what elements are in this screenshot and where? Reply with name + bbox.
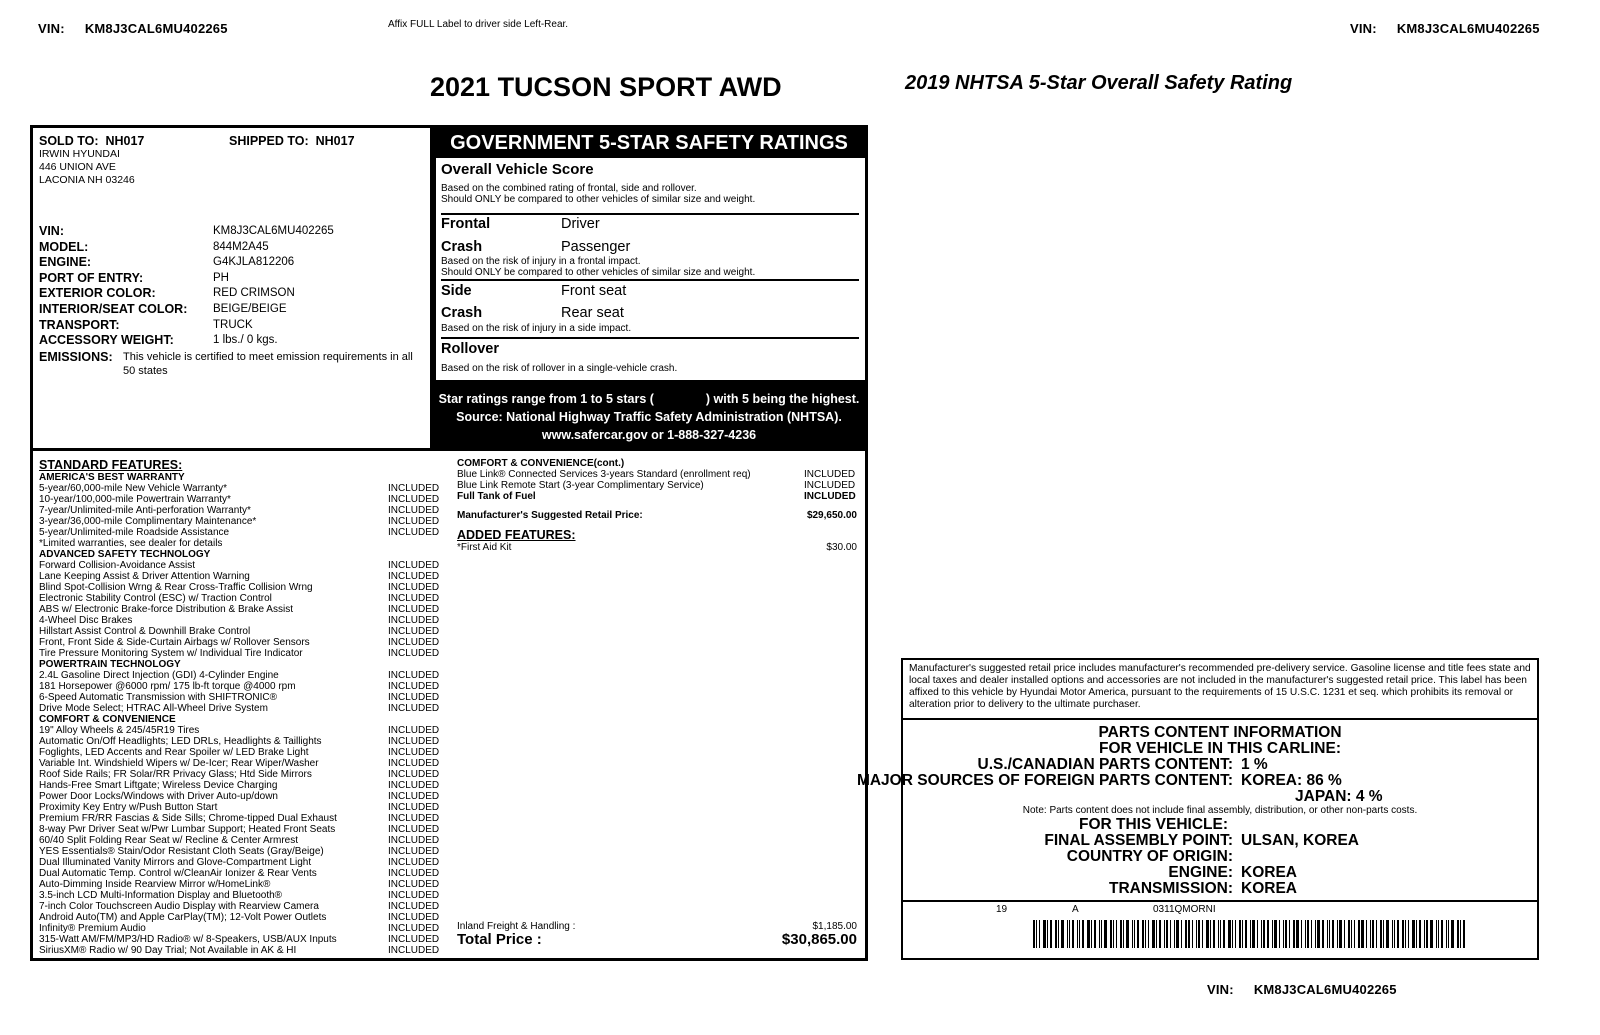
spec-row: [39, 255, 429, 271]
engine-origin: KOREA: [1241, 864, 1297, 881]
feature-row: Front, Front Side & Side-Curtain Airbags w/ Rollover Sensors INCLUDED: [39, 637, 440, 648]
feature-row: Tire Pressure Monitoring System w/ Individual Tire Indicator INCLUDED: [39, 648, 440, 659]
spec-row: [39, 333, 429, 349]
comfort-cont-title: COMFORT & CONVENIENCE(cont.): [457, 458, 625, 469]
top-right-vin: VIN: KM8J3CAL6MU402265: [1350, 21, 1540, 36]
freight-label: Inland Freight & Handling :: [457, 921, 576, 932]
feature-row: 6-Speed Automatic Transmission with SHIFTRONIC® INCLUDED: [39, 692, 440, 703]
disclaimer-text: Manufacturer's suggested retail price includes manufacturer's recommended pre-delivery service. Gasoline license and title fees state and local taxes and dealer installed options and accessories are not included in the manufacturer's suggested retail price. This label has been affixed to this vehicle by Hyundai Motor America, pursuant to the requirements of 15 U.S.C. 1231 et seq. which prohibits its removal or alteration prior to delivery to the ultimate purchaser.: [909, 663, 1531, 710]
spec-row: [39, 224, 429, 240]
added-features-heading: ADDED FEATURES:: [457, 528, 576, 542]
divider: [33, 448, 865, 451]
feature-row: Forward Collision-Avoidance Assist INCLUDED: [39, 560, 440, 571]
feature-row: 7-year/Unlimited-mile Anti-perforation Warranty* INCLUDED: [39, 505, 440, 516]
parts-note: Note: Parts content does not include final assembly, distribution, or other non-parts costs.: [1022, 805, 1418, 816]
emissions: EMISSIONS: This vehicle is certified to meet emission requirements in all 50 states: [39, 350, 413, 377]
bottom-vin-value: KM8J3CAL6MU402265: [1253, 982, 1397, 997]
spec-label: VIN:: [39, 224, 64, 238]
feature-row: 8-way Pwr Driver Seat w/Pwr Lumbar Support; Heated Front Seats INCLUDED: [39, 824, 440, 835]
foreign-japan: JAPAN: 4 %: [1295, 788, 1383, 805]
spec-value: PH: [213, 271, 229, 284]
feature-row: Dual Illuminated Vanity Mirrors and Glove-Compartment Light INCLUDED: [39, 857, 440, 868]
spec-value: G4KJLA812206: [213, 256, 295, 269]
feature-group-title: AMERICA'S BEST WARRANTY: [39, 472, 185, 483]
passenger-label: Passenger: [561, 239, 631, 255]
feature-row: Blind Spot-Collision Wrng & Rear Cross-Traffic Collision Wrng INCLUDED: [39, 582, 440, 593]
assembly-value: ULSAN, KOREA: [1241, 832, 1359, 849]
feature-row: 19" Alloy Wheels & 245/45R19 Tires INCLUDED: [39, 725, 440, 736]
feature-row: *Limited warranties, see dealer for details: [39, 538, 223, 549]
front-seat-label: Front seat: [561, 283, 627, 299]
feature-group-title: POWERTRAIN TECHNOLOGY: [39, 659, 181, 670]
spec-row: [39, 240, 429, 256]
spec-label: PORT OF ENTRY:: [39, 270, 144, 285]
side-label: Side: [441, 283, 472, 299]
crash-label: Crash: [441, 239, 483, 255]
dealer-block: [39, 134, 429, 187]
barcode-code-c: 0311QMORNI: [1153, 904, 1216, 915]
side-note: Based on the risk of injury in a side impact.: [441, 323, 632, 334]
transmission-origin: KOREA: [1241, 880, 1297, 897]
vehicle-title: 2021 TUCSON SPORT AWD: [430, 72, 782, 102]
dealer-street: 446 UNION AVE: [39, 161, 116, 173]
fuel-row: Full Tank of Fuel INCLUDED: [457, 491, 856, 502]
window-sticker: [30, 125, 868, 961]
barcode-code-a: 19: [996, 904, 1008, 915]
feature-row: Infinity® Premium Audio INCLUDED: [39, 923, 440, 934]
feature-row: Roof Side Rails; FR Solar/RR Privacy Glass; Htd Side Mirrors INCLUDED: [39, 769, 440, 780]
bottom-vin: VIN: KM8J3CAL6MU402265: [1207, 982, 1397, 997]
parts-content-box: [856, 718, 1539, 960]
barcode-code-b: A: [1072, 904, 1079, 915]
standard-features-heading: STANDARD FEATURES:: [39, 458, 183, 472]
frontal-note: Based on the risk of injury in a frontal impact. Should ONLY be compared to other vehicles of similar size and weight.: [441, 256, 756, 278]
spec-row: [39, 302, 429, 318]
safety-ratings-heading: GOVERNMENT 5-STAR SAFETY RATINGS: [433, 128, 865, 158]
feature-row: Android Auto(TM) and Apple CarPlay(TM); 12-Volt Power Outlets INCLUDED: [39, 912, 440, 923]
spec-label: TRANSPORT:: [39, 317, 120, 332]
crash-label: Crash: [441, 305, 483, 321]
feature-row: Blue Link Remote Start (3-year Complimentary Service) INCLUDED: [457, 480, 856, 491]
vehicle-specs: [39, 224, 429, 349]
parts-heading: PARTS CONTENT INFORMATION: [1098, 724, 1342, 741]
feature-row: Proximity Key Entry w/Push Button Start INCLUDED: [39, 802, 440, 813]
feature-row: Foglights, LED Accents and Rear Spoiler w/ LED Brake Light INCLUDED: [39, 747, 440, 758]
safety-ratings-panel: [433, 128, 865, 448]
rollover-label: Rollover: [441, 341, 500, 357]
parts-content: PARTS CONTENT INFORMATION FOR VEHICLE IN THIS CARLINE: U.S./CANADIAN PARTS CONTENT: 1 % MAJOR SOURCES OF FOREIGN PARTS CONTENT: KOREA: 86 % JAPAN: 4 % Note: Parts content does not include final assembly, distribution, or other non-parts costs. FOR THIS VEHICLE: FINAL ASSEMBLY POINT: ULSAN, KOREA COUNTRY OF ORIGIN: ENGINE: KOREA TRANSMISSION: KOREA: [903, 725, 1537, 897]
affix-note: Affix FULL Label to driver side Left-Rear.: [388, 19, 569, 30]
shipped-to: SHIPPED TO: NH017: [229, 134, 355, 148]
spec-label: INTERIOR/SEAT COLOR:: [39, 301, 188, 316]
feature-row: Lane Keeping Assist & Driver Attention Warning INCLUDED: [39, 571, 440, 582]
added-feature-row: *First Aid Kit $30.00: [457, 542, 857, 553]
spec-label: ENGINE:: [39, 255, 92, 270]
standard-features: [39, 458, 441, 956]
feature-row: 60/40 Split Folding Rear Seat w/ Recline & Center Armrest INCLUDED: [39, 835, 440, 846]
feature-row: ABS w/ Electronic Brake-force Distribution & Brake Assist INCLUDED: [39, 604, 440, 615]
top-right-vin-value: KM8J3CAL6MU402265: [1396, 21, 1540, 36]
feature-row: 3.5-inch LCD Multi-Information Display and Bluetooth® INCLUDED: [39, 890, 440, 901]
feature-row: 10-year/100,000-mile Powertrain Warranty* INCLUDED: [39, 494, 440, 505]
totals: [457, 921, 857, 948]
rear-seat-label: Rear seat: [561, 305, 624, 321]
total-value: $30,865.00: [781, 931, 857, 948]
spec-value: KM8J3CAL6MU402265: [213, 225, 334, 237]
frontal-label: Frontal: [441, 216, 491, 232]
feature-row: 7-inch Color Touchscreen Audio Display with Rearview Camera INCLUDED: [39, 901, 440, 912]
ratings-body: [436, 158, 865, 380]
freight-value: $1,185.00: [812, 921, 857, 932]
spec-value: TRUCK: [213, 318, 253, 331]
comfort-cont: [457, 458, 857, 553]
ratings-footer: Star ratings range from 1 to 5 stars ( ) with 5 being the highest. Source: National Highway Traffic Safety Administration (NHTSA). www.safercar.gov or 1-888-327-4236: [438, 392, 860, 442]
disclaimer-box: [901, 658, 1539, 720]
feature-row: Drive Mode Select; HTRAC All-Wheel Drive System INCLUDED: [39, 703, 440, 714]
sold-to: SOLD TO: NH017: [39, 134, 145, 148]
msrp-row: Manufacturer's Suggested Retail Price: $29,650.00: [457, 510, 857, 521]
this-vehicle: FOR THIS VEHICLE:: [1079, 816, 1228, 833]
feature-group-title: COMFORT & CONVENIENCE: [39, 714, 176, 725]
driver-label: Driver: [561, 216, 600, 232]
spec-value: RED CRIMSON: [213, 287, 295, 300]
spec-row: [39, 318, 429, 334]
feature-row: 2.4L Gasoline Direct Injection (GDI) 4-Cylinder Engine INCLUDED: [39, 670, 440, 681]
feature-row: Hillstart Assist Control & Downhill Brake Control INCLUDED: [39, 626, 440, 637]
spec-value: 1 lbs./ 0 kgs.: [213, 334, 278, 347]
feature-row: 4-Wheel Disc Brakes INCLUDED: [39, 615, 440, 626]
feature-row: Automatic On/Off Headlights; LED DRLs, Headlights & Taillights INCLUDED: [39, 736, 440, 747]
feature-row: Variable Int. Windshield Wipers w/ De-Icer; Rear Wiper/Washer INCLUDED: [39, 758, 440, 769]
spec-label: EXTERIOR COLOR:: [39, 286, 156, 301]
overall-title: Overall Vehicle Score: [441, 161, 594, 178]
feature-row: 5-year/Unlimited-mile Roadside Assistance INCLUDED: [39, 527, 440, 538]
feature-group-title: ADVANCED SAFETY TECHNOLOGY: [39, 549, 211, 560]
us-parts-value: 1 %: [1241, 756, 1268, 773]
spec-row: [39, 271, 429, 287]
nhtsa-title: 2019 NHTSA 5-Star Overall Safety Rating: [905, 72, 1293, 94]
spec-label: MODEL:: [39, 239, 89, 254]
feature-row: Auto-Dimming Inside Rearview Mirror w/HomeLink® INCLUDED: [39, 879, 440, 890]
spec-value: 844M2A45: [213, 240, 269, 253]
feature-row: 181 Horsepower @6000 rpm/ 175 lb-ft torque @4000 rpm INCLUDED: [39, 681, 440, 692]
feature-row: 3-year/36,000-mile Complimentary Maintenance* INCLUDED: [39, 516, 440, 527]
spec-label: ACCESSORY WEIGHT:: [39, 333, 174, 348]
total-label: Total Price :: [457, 931, 542, 948]
spec-value: BEIGE/BEIGE: [213, 302, 287, 315]
feature-row: Dual Automatic Temp. Control w/CleanAir Ionizer & Rear Vents INCLUDED: [39, 868, 440, 879]
standard-features-list: [39, 472, 441, 956]
feature-row: 5-year/60,000-mile New Vehicle Warranty* INCLUDED: [39, 483, 440, 494]
barcode: [1033, 920, 1468, 948]
feature-row: Premium FR/RR Fascias & Side Sills; Chrome-tipped Dual Exhaust INCLUDED: [39, 813, 440, 824]
parts-carline: FOR VEHICLE IN THIS CARLINE:: [1099, 740, 1341, 757]
feature-row: Blue Link® Connected Services 3-years Standard (enrollment req) INCLUDED: [457, 469, 856, 480]
dealer-name: IRWIN HYUNDAI: [39, 148, 120, 160]
top-left-vin: VIN: KM8J3CAL6MU402265: [38, 21, 228, 36]
feature-row: SiriusXM® Radio w/ 90 Day Trial; Not Available in AK & HI INCLUDED: [39, 945, 440, 956]
foreign-korea: KOREA: 86 %: [1241, 772, 1342, 789]
feature-row: Electronic Stability Control (ESC) w/ Traction Control INCLUDED: [39, 593, 440, 604]
feature-row: Power Door Locks/Windows with Driver Auto-up/down INCLUDED: [39, 791, 440, 802]
top-left-vin-value: KM8J3CAL6MU402265: [84, 21, 228, 36]
overall-note: Based on the combined rating of frontal, side and rollover. Should ONLY be compared to other vehicles of similar size and weight.: [441, 183, 756, 205]
spec-row: [39, 286, 429, 302]
feature-row: 315-Watt AM/FM/MP3/HD Radio® w/ 8-Speakers, USB/AUX Inputs INCLUDED: [39, 934, 440, 945]
feature-row: YES Essentials® Stain/Odor Resistant Cloth Seats (Gray/Beige) INCLUDED: [39, 846, 440, 857]
feature-row: Hands-Free Smart Liftgate; Wireless Device Charging INCLUDED: [39, 780, 440, 791]
rollover-note: Based on the risk of rollover in a single-vehicle crash.: [441, 363, 678, 374]
dealer-city: LACONIA NH 03246: [39, 174, 135, 186]
